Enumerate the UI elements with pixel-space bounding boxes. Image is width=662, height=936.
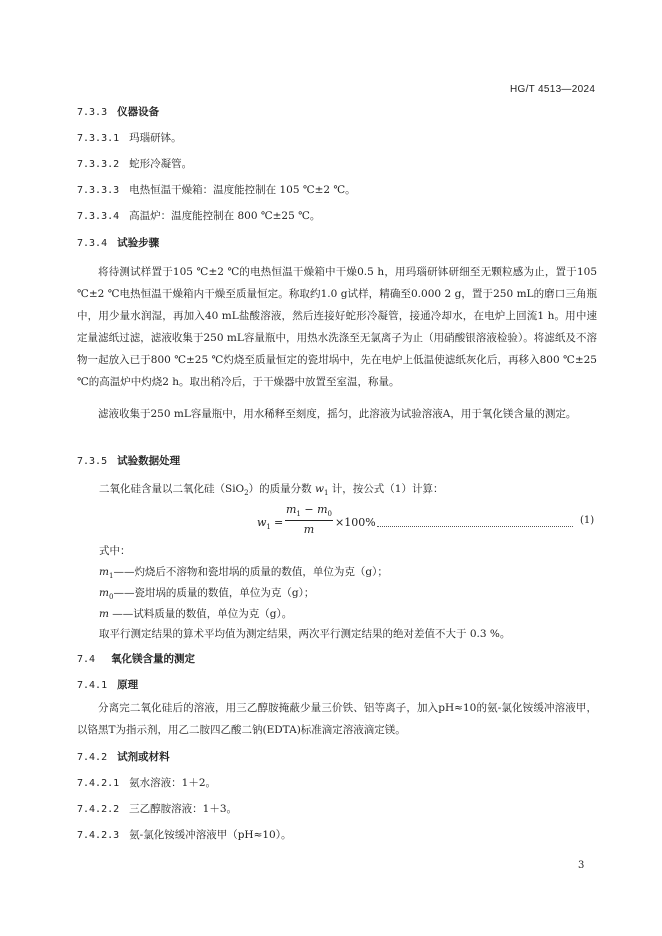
clause-text: 氨-氯化铵缓冲溶液甲（pH≈10）。 <box>129 829 292 841</box>
clause-number: 7.3.3.4 <box>77 211 120 222</box>
formula-numerator: $m_1 - m_0$ <box>285 503 333 521</box>
variable-m1: $m_1——$灼烧后不溶物和瓷坩埚的质量的数值，单位为克（g）； <box>99 566 388 581</box>
section-number: 7.3.5 <box>77 456 108 467</box>
result-statement: 取平行测定结果的算术平均值为测定结果，两次平行测定结果的绝对差值不大于 0.3 %。 <box>99 628 511 640</box>
section-heading-7-3-3 <box>77 104 159 119</box>
section-title: 试剂或材料 <box>117 751 170 763</box>
section-title: 仪器设备 <box>117 106 160 118</box>
clause-7-3-3-1 <box>77 130 182 145</box>
section-number: 7.4 <box>77 654 96 665</box>
clause-7-4-2-2 <box>77 801 237 816</box>
formula-times: ×100% <box>335 516 376 529</box>
where-label: 式中： <box>99 545 131 557</box>
clause-text: 高温炉：温度能控制在 800 ℃±25 ℃。 <box>129 210 321 222</box>
clause-number: 7.4.2.1 <box>77 778 120 789</box>
clause-text: 蛇形冷凝管。 <box>129 158 193 170</box>
clause-text: 三乙醇胺溶液：1＋3。 <box>129 803 238 815</box>
principle-paragraph: 分离完二氧化硅后的溶液，用三乙醇胺掩蔽少量三价铁、铝等离子，加入pH≈10的氨-氯化铵缓冲溶液甲，以铬黑T为指示剂，用乙二胺四乙酸二钠(EDTA)标准滴定溶液滴定镁。 <box>77 702 597 736</box>
page-number: 3 <box>578 860 585 871</box>
clause-number: 7.4.2.2 <box>77 804 120 815</box>
procedure-paragraph-2: 滤液收集于250 mL容量瓶中，用水稀释至刻度，摇匀，此溶液为试验溶液A，用于氧化镁含量的测定。 <box>98 408 577 420</box>
clause-number: 7.4.2.3 <box>77 830 120 841</box>
section-number: 7.3.3 <box>77 107 108 118</box>
section-heading-7-3-4 <box>77 235 159 250</box>
clause-number: 7.3.3.1 <box>77 133 120 144</box>
clause-text: 氨水溶液：1＋2。 <box>129 777 217 789</box>
section-heading-7-4-1 <box>77 677 138 692</box>
clause-number: 7.3.3.3 <box>77 185 120 196</box>
formula-dot-leader <box>377 526 573 527</box>
clause-7-3-3-3 <box>77 182 356 197</box>
section-number: 7.4.1 <box>77 680 108 691</box>
clause-text: 玛瑙研钵。 <box>129 132 182 144</box>
section-number: 7.3.4 <box>77 238 108 249</box>
document-number: HG/T 4513—2024 <box>510 84 596 95</box>
section-number: 7.4.2 <box>77 752 108 763</box>
clause-7-4-2-3 <box>77 827 292 842</box>
section-title: 试验数据处理 <box>117 455 181 467</box>
clause-text: 电热恒温干燥箱：温度能控制在 105 ℃±2 ℃。 <box>129 184 356 196</box>
section-title: 原理 <box>117 679 139 691</box>
clause-number: 7.3.3.2 <box>77 159 120 170</box>
formula-equals: = <box>274 516 284 529</box>
clause-7-3-3-4 <box>77 208 320 223</box>
formula-1 <box>257 503 597 545</box>
section-heading-7-4 <box>77 651 195 666</box>
variable-m0: $m_0——$瓷坩埚的质量的数值，单位为克（g）； <box>99 587 315 602</box>
formula-equation-number: (1) <box>580 515 595 526</box>
formula-denominator: m <box>303 523 315 537</box>
section-heading-7-3-5 <box>77 453 180 468</box>
calculation-intro: 二氧化硅含量以二氧化硅（SiO$_2$）的质量分数 $w_1$ 计，按公式（1）计算： <box>99 483 444 498</box>
section-heading-7-4-2 <box>77 749 170 764</box>
formula-lhs: $w_1$ <box>257 516 271 532</box>
procedure-paragraph-1: 将待测试样置于105 ℃±2 ℃的电热恒温干燥箱中干燥0.5 h，用玛瑙研钵研细至无颗粒感为止，置于105 ℃±2 ℃电热恒温干燥箱内干燥至质量恒定。称取约1.0 g试样，精确至0.000 2 g，置于250 mL的磨口三角瓶中，用少量水润湿，再加入40 mL盐酸溶液，然后连接好蛇形冷凝管，接通冷却水，在电炉上回流1 h。用中速定量滤纸过滤，滤液收集于250 mL容量瓶中，用热水洗涤至无氯离子为止（用硝酸银溶液检验）。将滤纸及不溶物一起放入已于800 ℃±25 ℃灼烧至质量恒定的瓷坩埚中，先在电炉上低温使滤纸灰化后，再移入800 ℃±25 ℃的高温炉中灼烧2 h。取出稍冷后，于干燥器中放置至室温，称量。 <box>77 266 597 388</box>
section-title: 氧化镁含量的测定 <box>111 653 196 665</box>
clause-7-4-2-1 <box>77 775 216 790</box>
formula-fraction <box>285 503 333 536</box>
section-title: 试验步骤 <box>117 237 160 249</box>
clause-7-3-3-2 <box>77 156 192 171</box>
variable-m: m ——试料质量的数值，单位为克（g）。 <box>99 608 293 620</box>
